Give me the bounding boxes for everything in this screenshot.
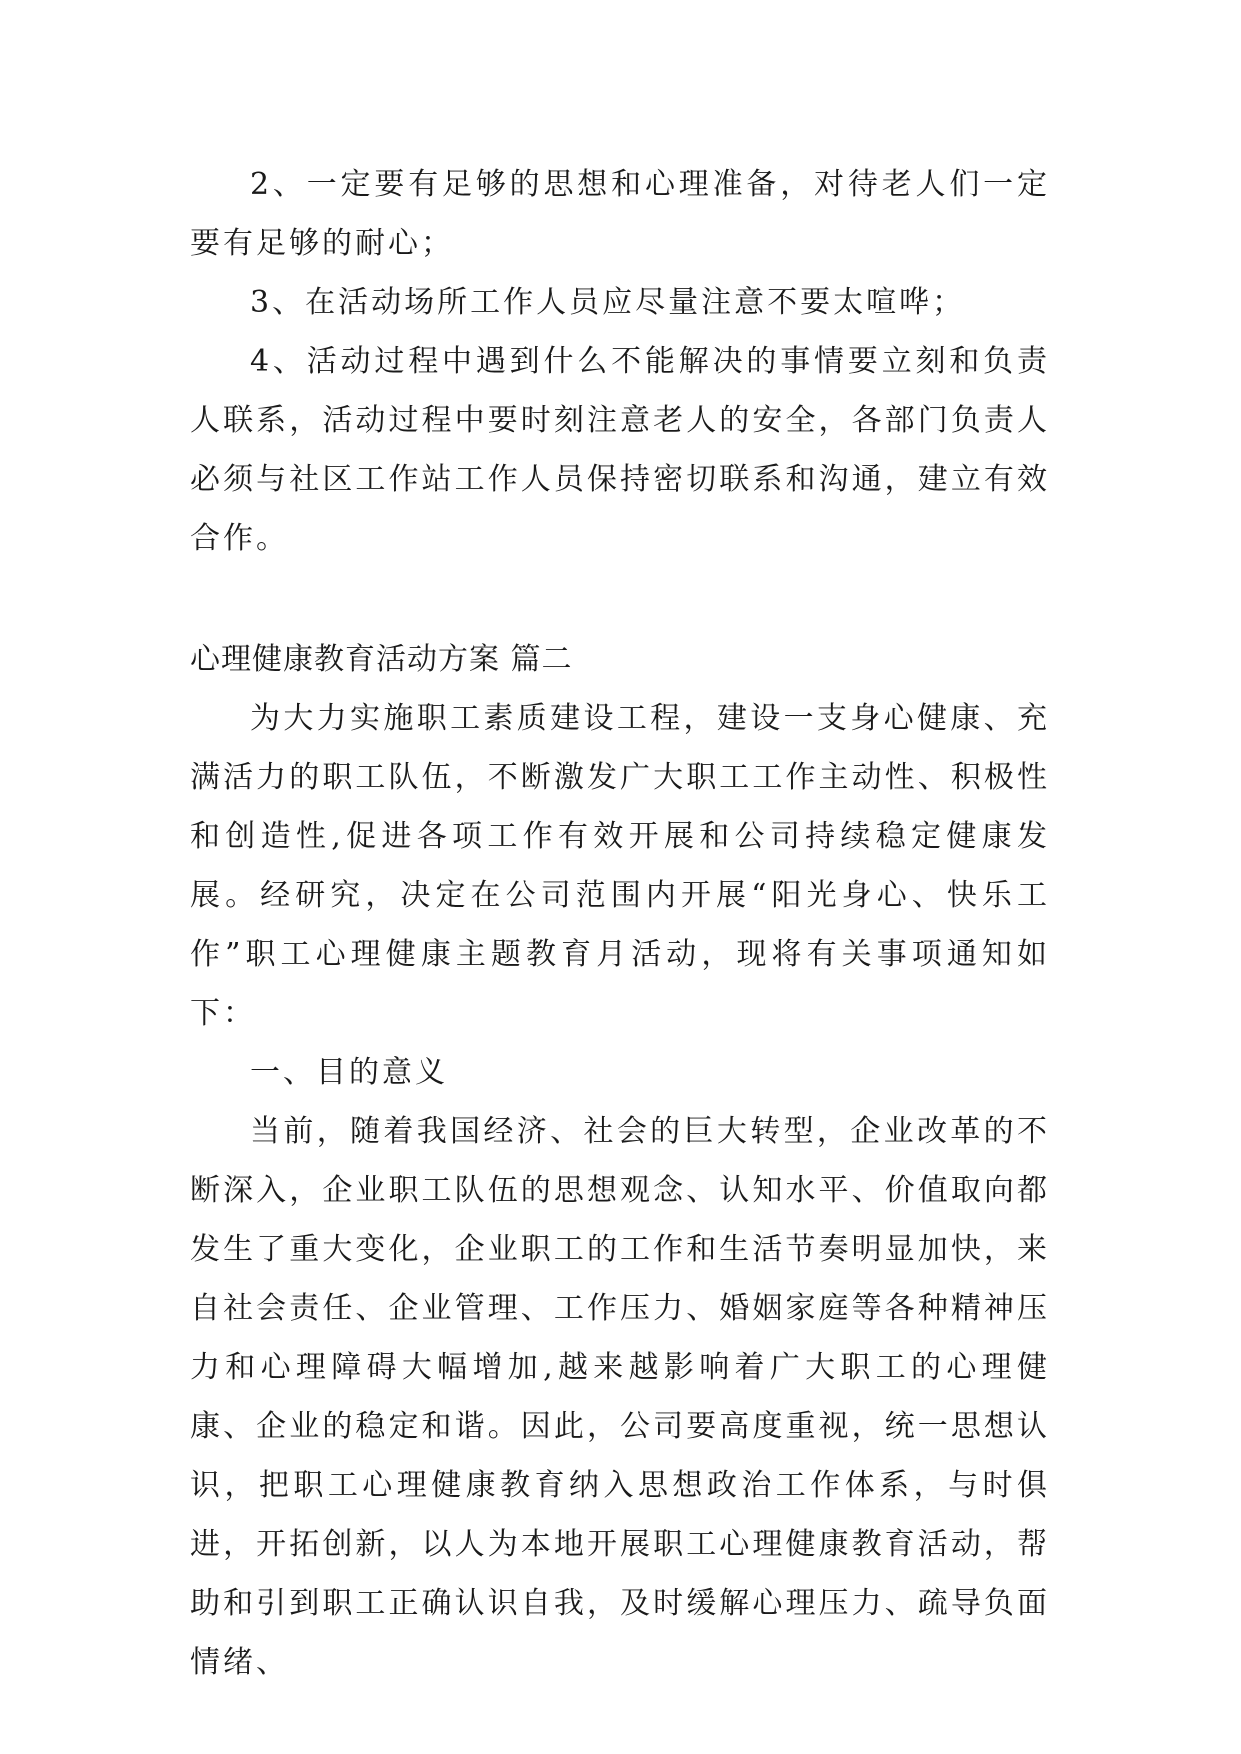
section-heading: 心理健康教育活动方案 篇二	[190, 642, 573, 677]
document-body	[190, 155, 1050, 1692]
list-item-4: 4、活动过程中遇到什么不能解决的事情要立刻和负责人联系，活动过程中要时刻注意老人的安全，各部门负责人必须与社区工作站工作人员保持密切联系和沟通，建立有效合作。	[190, 344, 1050, 556]
list-item-3: 3、在活动场所工作人员应尽量注意不要太喧哗；	[250, 285, 966, 320]
intro-paragraph: 为大力实施职工素质建设工程，建设一支身心健康、充满活力的职工队伍，不断激发广大职工工作主动性、积极性和创造性,促进各项工作有效开展和公司持续稳定健康发展。经研究，决定在公司范围内开展“阳光身心、快乐工作”职工心理健康主题教育月活动，现将有关事项通知如下：	[190, 701, 1050, 1031]
body-paragraph: 当前，随着我国经济、社会的巨大转型，企业改革的不断深入，企业职工队伍的思想观念、认知水平、价值取向都发生了重大变化，企业职工的工作和生活节奏明显加快，来自社会责任、企业管理、工作压力、婚姻家庭等各种精神压力和心理障碍大幅增加,越来越影响着广大职工的心理健康、企业的稳定和谐。因此，公司要高度重视，统一思想认识，把职工心理健康教育纳入思想政治工作体系，与时俱进，开拓创新，以人为本地开展职工心理健康教育活动，帮助和引到职工正确认识自我，及时缓解心理压力、疏导负面情绪、	[190, 1114, 1050, 1680]
subheading-purpose: 一、目的意义	[250, 1055, 448, 1090]
list-item-2: 2、一定要有足够的思想和心理准备，对待老人们一定要有足够的耐心；	[190, 167, 1050, 261]
